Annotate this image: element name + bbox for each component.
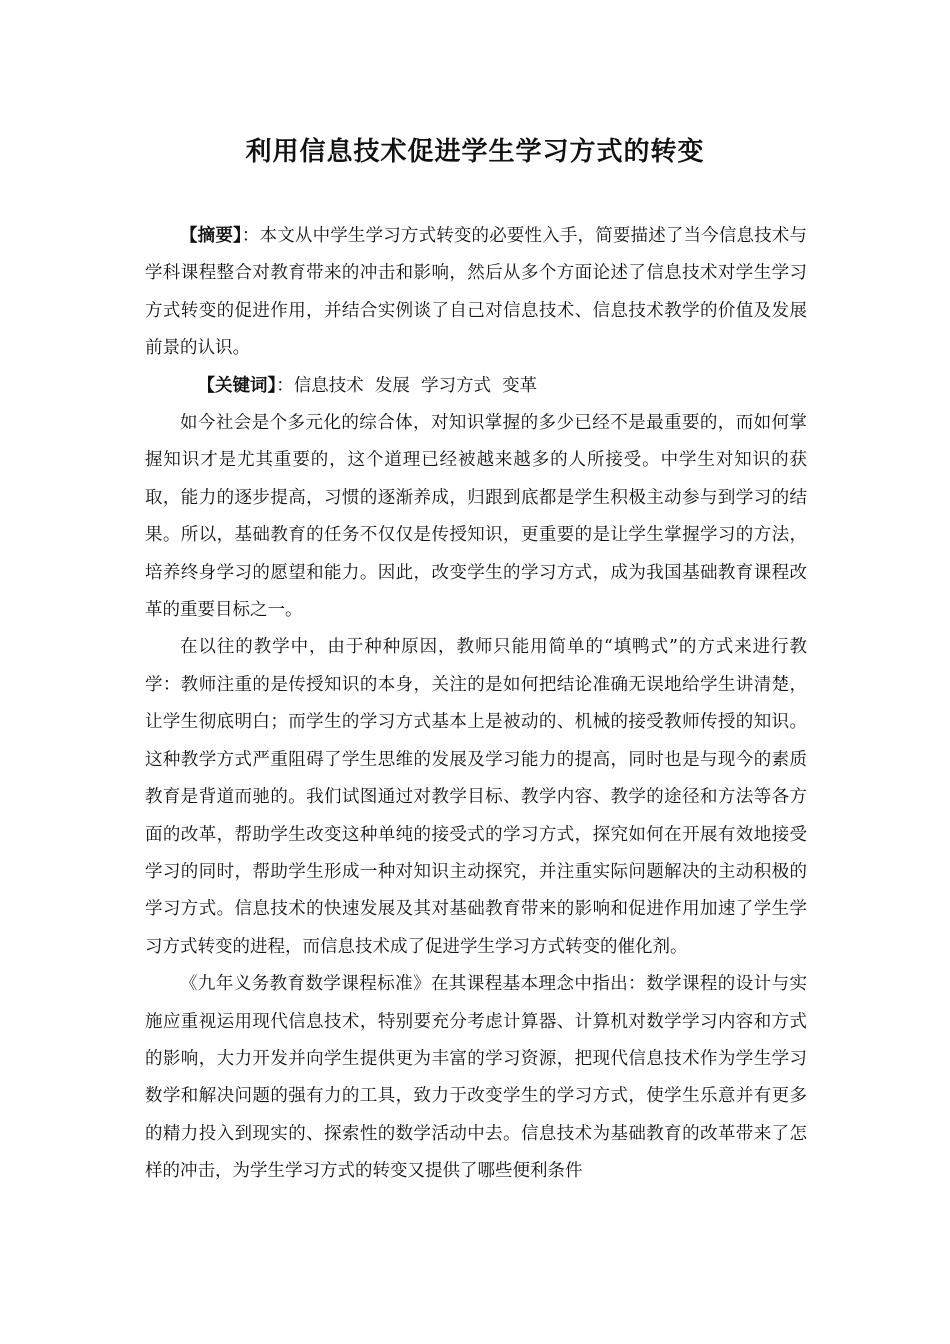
keywords-label: 【关键词】: [197, 375, 277, 396]
keywords-line: [145, 368, 807, 405]
document-body: [145, 218, 807, 1191]
abstract-paragraph: [145, 218, 807, 368]
abstract-text: ：本文从中学生学习方式转变的必要性入手，简要描述了当今信息技术与学科课程整合对教育带来的冲击和影响，然后从多个方面论述了信息技术对学生学习方式转变的促进作用，并结合实例谈了自己对信息技术、信息技术教学的价值及发展前景的认识。: [145, 226, 808, 359]
body-paragraph-1: 如今社会是个多元化的综合体，对知识掌握的多少已经不是最重要的，而如何掌握知识才是尤其重要的，这个道理已经被越来越多的人所接受。中学生对知识的获取，能力的逐步提高，习惯的逐渐养成，归跟到底都是学生积极主动参与到学习的结果。所以，基础教育的任务不仅仅是传授知识，更重要的是让学生掌握学习的方法，培养终身学习的愿望和能力。因此，改变学生的学习方式，成为我国基础教育课程改革的重要目标之一。: [145, 413, 807, 621]
keywords-text: ：信息技术 发展 学习方式 变革: [276, 375, 538, 396]
body-paragraph-3: 《九年义务教育数学课程标准》在其课程基本理念中指出：数学课程的设计与实施应重视运用现代信息技术，特别要充分考虑计算器、计算机对数学学习内容和方式的影响，大力开发并向学生提供更为丰富的学习资源，把现代信息技术作为学生学习数学和解决问题的强有力的工具，致力于改变学生的学习方式，使学生乐意并有更多的精力投入到现实的、探索性的数学活动中去。信息技术为基础教育的改革带来了怎样的冲击，为学生学习方式的转变又提供了哪些便利条件: [145, 974, 807, 1182]
body-paragraph-2: 在以往的教学中，由于种种原因，教师只能用简单的“填鸭式”的方式来进行教学：教师注重的是传授知识的本身，关注的是如何把结论准确无误地给学生讲清楚，让学生彻底明白；而学生的学习方式基本上是被动的、机械的接受教师传授的知识。这种教学方式严重阻碍了学生思维的发展及学习能力的提高，同时也是与现今的素质教育是背道而驰的。我们试图通过对教学目标、教学内容、教学的途径和方法等各方面的改革，帮助学生改变这种单纯的接受式的学习方式，探究如何在开展有效地接受学习的同时，帮助学生形成一种对知识主动探究，并注重实际问题解决的主动积极的学习方式。信息技术的快速发展及其对基础教育带来的影响和促进作用加速了学生学习方式转变的进程，而信息技术成了促进学生学习方式转变的催化剂。: [145, 637, 807, 957]
document-title: 利用信息技术促进学生学习方式的转变: [245, 137, 705, 167]
abstract-label: 【摘要】: [180, 226, 242, 246]
